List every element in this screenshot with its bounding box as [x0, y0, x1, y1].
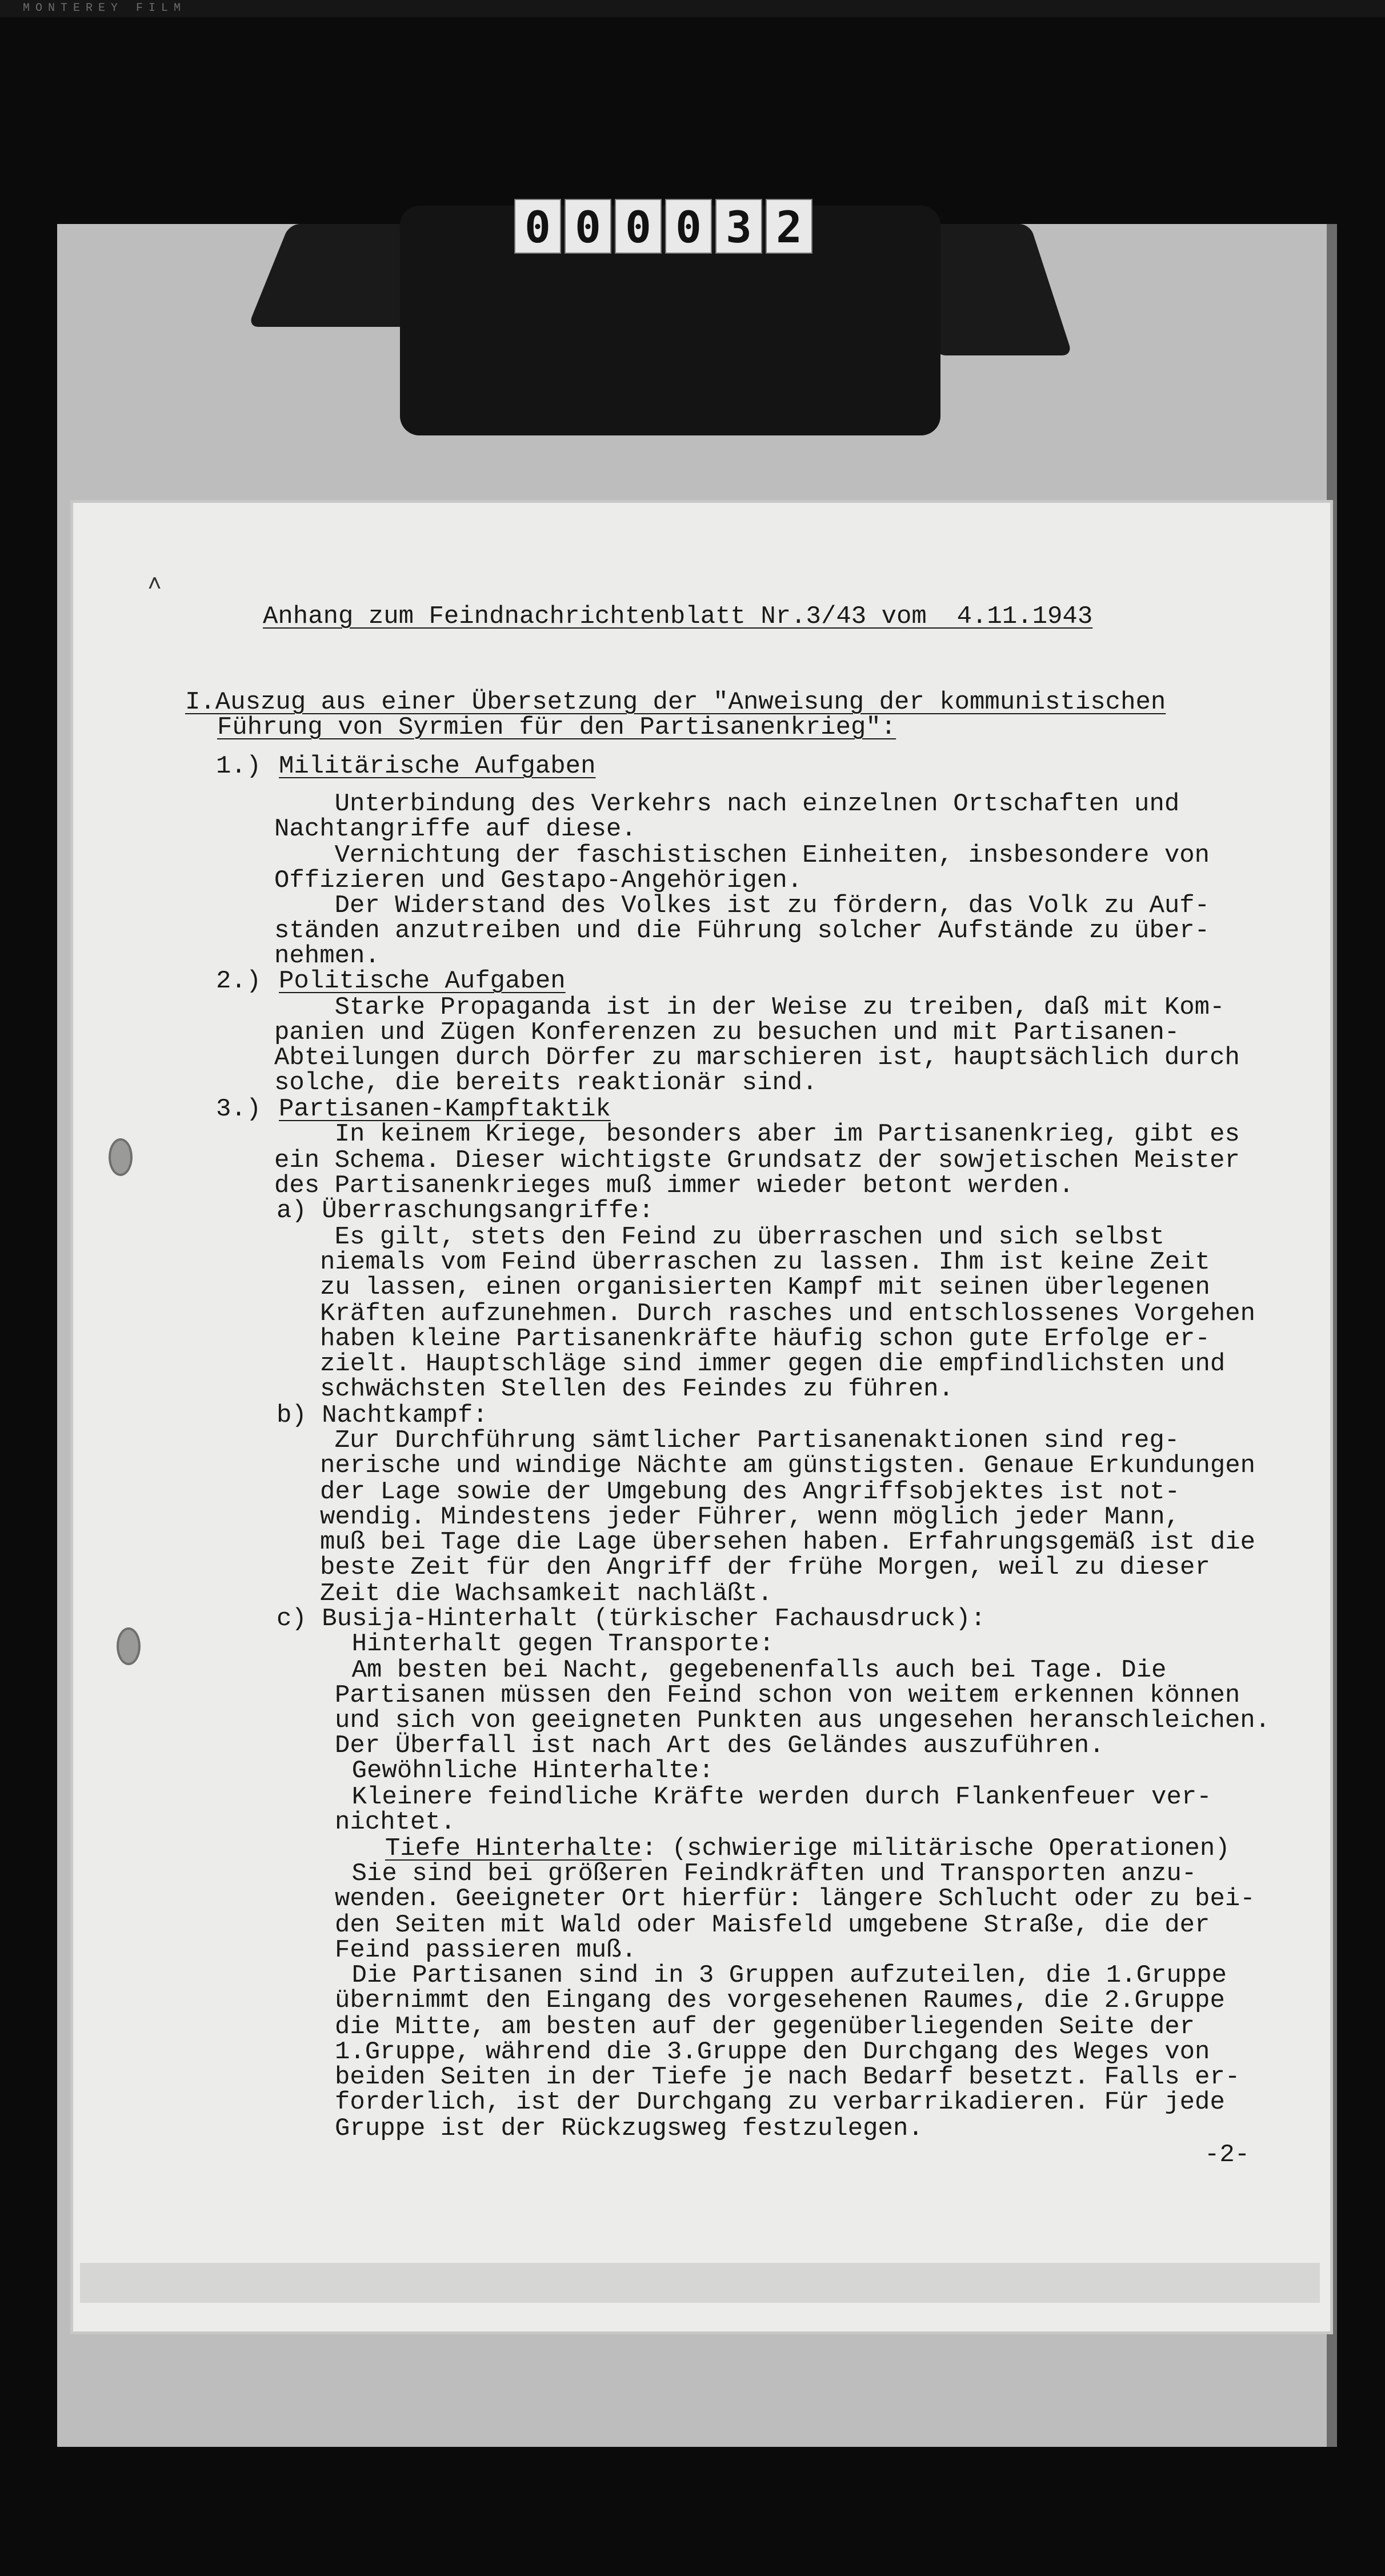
body-line: übernimmt den Eingang des vorgesehenen Raumes, die 2.Gruppe	[335, 1986, 1225, 2015]
counter-digit: 0	[615, 199, 662, 254]
counter-digit: 3	[715, 199, 762, 254]
body-line: wendig. Mindestens jeder Führer, wenn möglich jeder Mann,	[320, 1503, 1180, 1531]
body-line: muß bei Tage die Lage übersehen haben. Erfahrungsgemäß ist die	[320, 1528, 1256, 1557]
body-line: schwächsten Stellen des Feindes zu führen.	[320, 1375, 954, 1403]
body-line: Am besten bei Nacht, gegebenenfalls auch bei Tage. Die	[291, 1656, 1167, 1685]
counter-digit: 0	[565, 199, 611, 254]
body-line: wenden. Geeigneter Ort hierfür: längere Schlucht oder zu bei-	[335, 1885, 1255, 1913]
body-line: solche, die bereits reaktionär sind.	[274, 1069, 818, 1097]
body-line: beste Zeit für den Angriff der frühe Morgen, weil zu dieser	[320, 1553, 1210, 1582]
body-line: In keinem Kriege, besonders aber im Partisanenkrieg, gibt es	[274, 1120, 1240, 1149]
body-line: Gruppe ist der Rückzugsweg festzulegen.	[335, 2114, 923, 2143]
body-line: Unterbindung des Verkehrs nach einzelnen Ortschaften und	[274, 790, 1180, 818]
body-line: Der Überfall ist nach Art des Geländes auszuführen.	[335, 1731, 1104, 1760]
body-line: Es gilt, stets den Feind zu überraschen und sich selbst	[274, 1223, 1164, 1251]
body-line: niemals vom Feind überraschen zu lassen. Ihm ist keine Zeit	[320, 1248, 1210, 1277]
body-line: Offizieren und Gestapo-Angehörigen.	[274, 866, 803, 895]
document-title: Anhang zum Feindnachrichtenblatt Nr.3/43 vom 4.11.1943	[263, 602, 1093, 631]
body-line: Kräften aufzunehmen. Durch rasches und entschlossenes Vorgehen	[320, 1299, 1256, 1328]
body-line: Partisanen müssen den Feind schon von weitem erkennen können	[335, 1681, 1240, 1710]
body-line: des Partisanenkrieges muß immer wieder betont werden.	[274, 1171, 1074, 1200]
body-line: Zeit die Wachsamkeit nachläßt.	[320, 1579, 773, 1608]
document-page	[73, 503, 1330, 2331]
body-line: Nachtangriffe auf diese.	[274, 815, 637, 843]
body-line: haben kleine Partisanenkräfte häufig schon gute Erfolge er-	[320, 1325, 1210, 1353]
subsection-heading: b) Nachtkampf:	[277, 1401, 488, 1430]
body-line: der Lage sowie der Umgebung des Angriffsobjektes ist not-	[320, 1478, 1180, 1506]
subheading: Hinterhalt gegen Transporte:	[291, 1630, 774, 1658]
subsection-heading: a) Überraschungsangriffe:	[277, 1197, 654, 1225]
punch-hole-icon	[117, 1627, 141, 1665]
counter-digit: 2	[766, 199, 812, 254]
body-line: Kleinere feindliche Kräfte werden durch Flankenfeuer ver-	[291, 1783, 1212, 1811]
section-number: 3.)	[216, 1095, 262, 1123]
body-line: nichtet.	[335, 1808, 456, 1837]
body-line: Abteilungen durch Dörfer zu marschieren ist, hauptsächlich durch	[274, 1043, 1240, 1072]
body-line: Die Partisanen sind in 3 Gruppen aufzuteilen, die 1.Gruppe	[291, 1961, 1227, 1990]
body-line: Feind passieren muß.	[335, 1936, 637, 1965]
section-number: 2.)	[216, 967, 262, 995]
counter-digit: 0	[665, 199, 712, 254]
subheading-underlined: Tiefe Hinterhalte	[385, 1834, 642, 1863]
body-line: Der Widerstand des Volkes ist zu fördern, das Volk zu Auf-	[274, 891, 1210, 920]
body-line: zielt. Hauptschläge sind immer gegen die empfindlichsten und	[320, 1350, 1226, 1378]
section-title: Politische Aufgaben	[279, 967, 566, 995]
body-line: 1.Gruppe, während die 3.Gruppe den Durchgang des Weges von	[335, 2038, 1210, 2066]
body-line: den Seiten mit Wald oder Maisfeld umgebene Straße, die der	[335, 1911, 1210, 1939]
body-line: ein Schema. Dieser wichtigste Grundsatz der sowjetischen Meister	[274, 1146, 1240, 1175]
page-number: -2-	[1204, 2141, 1250, 2169]
body-line: nehmen.	[274, 942, 380, 970]
body-line: nerische und windige Nächte am günstigsten. Genaue Erkundungen	[320, 1451, 1256, 1480]
body-line: ständen anzutreiben und die Führung solcher Aufstände zu über-	[274, 917, 1210, 945]
film-edge-strip	[0, 0, 1385, 17]
section-heading: I.Auszug aus einer Übersetzung der "Anweisung der kommunistischen	[185, 688, 1166, 717]
counter-digit: 0	[514, 199, 561, 254]
pencil-mark-icon: ˄	[147, 571, 162, 599]
body-line: beiden Seiten in der Tiefe je nach Bedarf besetzt. Falls er-	[335, 2063, 1240, 2091]
body-line: und sich von geeigneten Punkten aus ungesehen heranschleichen.	[335, 1706, 1271, 1735]
section-number: 1.)	[216, 752, 262, 781]
body-line: Starke Propaganda ist in der Weise zu treiben, daß mit Kom-	[274, 993, 1225, 1022]
body-line: die Mitte, am besten auf der gegenüberliegenden Seite der	[335, 2013, 1195, 2041]
film-edge-text: MONTEREY FILM	[23, 2, 187, 15]
section-title: Militärische Aufgaben	[279, 752, 596, 781]
body-line: forderlich, ist der Durchgang zu verbarrikadieren. Für jede	[335, 2088, 1225, 2117]
section-title: Partisanen-Kampftaktik	[279, 1095, 611, 1123]
body-line: Sie sind bei größeren Feindkräften und Transporten anzu-	[291, 1859, 1197, 1888]
body-line: Zur Durchführung sämtlicher Partisanenaktionen sind reg-	[274, 1426, 1180, 1455]
subheading-rest: : (schwierige militärische Operationen)	[641, 1834, 1230, 1863]
frame-counter	[514, 199, 812, 254]
punch-hole-icon	[109, 1138, 133, 1176]
body-line: zu lassen, einen organisierten Kampf mit seinen überlegenen	[320, 1273, 1210, 1302]
subheading: Gewöhnliche Hinterhalte:	[291, 1757, 714, 1785]
body-line: panien und Zügen Konferenzen zu besuchen und mit Partisanen-	[274, 1018, 1180, 1047]
subsection-heading: c) Busija-Hinterhalt (türkischer Fachausdruck):	[277, 1605, 986, 1633]
section-heading: Führung von Syrmien für den Partisanenkrieg":	[217, 713, 896, 742]
page-bottom-edge	[80, 2263, 1320, 2303]
body-line: Vernichtung der faschistischen Einheiten, insbesondere von	[274, 841, 1210, 870]
